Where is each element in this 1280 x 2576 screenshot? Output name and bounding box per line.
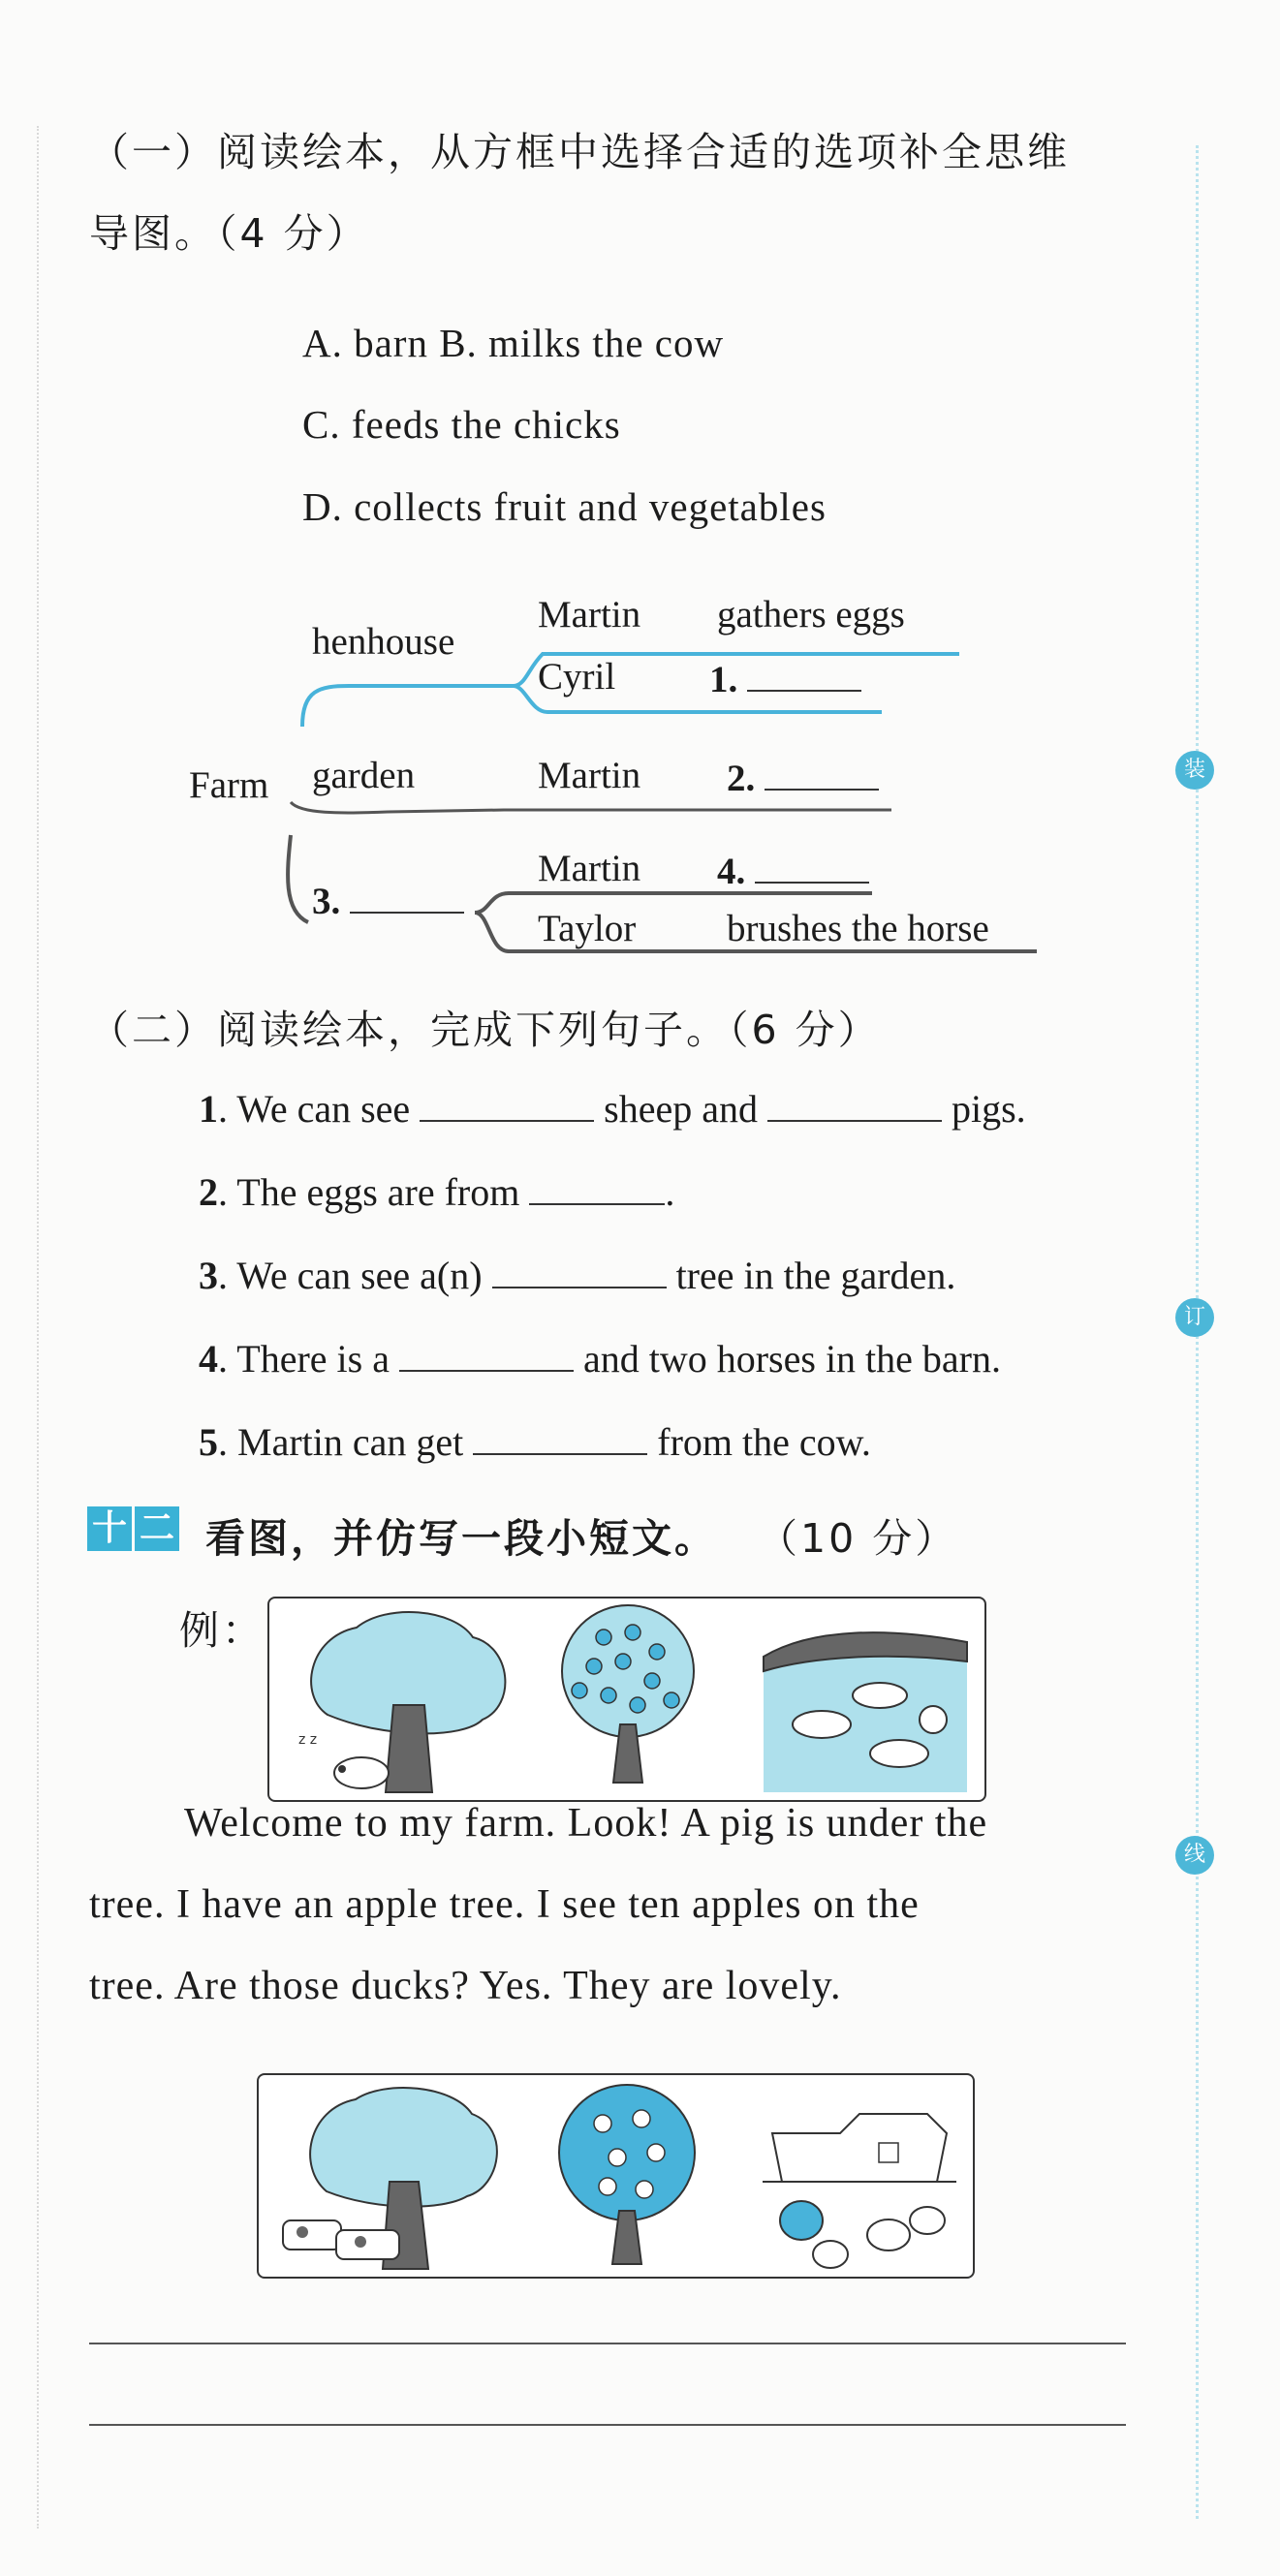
- task-illustrations: [259, 2075, 973, 2277]
- part1-heading-line1: （一）阅读绘本，从方框中选择合适的选项补全思维: [89, 129, 1070, 175]
- mindmap-cyril: Cyril: [538, 656, 616, 698]
- sentence-5-num: 5: [199, 1420, 218, 1464]
- sentence-2: [199, 1168, 674, 1215]
- mindmap-garden: garden: [312, 755, 416, 796]
- passage-line-3: tree. Are those ducks? Yes. They are lovely.: [89, 1964, 842, 2008]
- tree-with-cows-illustration: [283, 2088, 497, 2269]
- tree-with-pig-illustration: [298, 1612, 505, 1792]
- sentence-4-a: . There is a: [218, 1337, 390, 1381]
- sentence-3-a: . We can see a(n): [218, 1254, 483, 1297]
- chickens-and-house-illustration: [763, 2114, 956, 2268]
- sentence-5-blank[interactable]: [473, 1418, 647, 1455]
- sentence-2-num: 2: [199, 1170, 218, 1214]
- blank-2[interactable]: [765, 754, 879, 791]
- mindmap-num-2: 2.: [727, 758, 756, 799]
- sentence-3-blank[interactable]: [492, 1252, 667, 1288]
- left-margin-dots: [37, 126, 39, 2529]
- mindmap-gathers-eggs: gathers eggs: [717, 594, 905, 636]
- task-picture-box: [257, 2073, 975, 2279]
- mindmap-martin-1: Martin: [538, 594, 641, 636]
- sentence-3: [199, 1252, 955, 1298]
- section-12-title: 看图，并仿写一段小短文。: [205, 1515, 717, 1562]
- part1-heading-line2: 导图。（4 分）: [89, 210, 369, 257]
- sentence-2-blank[interactable]: [529, 1168, 665, 1205]
- mindmap-henhouse: henhouse: [312, 621, 455, 663]
- sentence-3-c: tree in the garden.: [675, 1254, 956, 1297]
- option-line-d: D. collects fruit and vegetables: [302, 484, 827, 529]
- mindmap-farm: Farm: [189, 764, 269, 806]
- part2-heading: （二）阅读绘本，完成下列句子。（6 分）: [89, 1007, 881, 1053]
- sentence-4-blank[interactable]: [399, 1335, 574, 1372]
- sentence-1-c: pigs.: [952, 1087, 1026, 1131]
- sentence-1: [199, 1085, 1026, 1132]
- writing-line-2[interactable]: [89, 2424, 1126, 2426]
- example-illustrations: [269, 1598, 984, 1800]
- sentence-4-c: and two horses in the barn.: [582, 1337, 1001, 1381]
- section-12-score: （10 分）: [758, 1515, 958, 1562]
- mindmap-garden-branch: [291, 802, 891, 813]
- mindmap-martin-2: Martin: [538, 755, 641, 796]
- sentence-3-num: 3: [199, 1254, 218, 1297]
- sentence-4: [199, 1335, 1001, 1381]
- sentence-1-b: sheep and: [604, 1087, 758, 1131]
- mindmap-blank-3[interactable]: [312, 877, 464, 923]
- sentence-1-num: 1: [199, 1087, 218, 1131]
- section-12-badge: [87, 1506, 182, 1555]
- sentence-1-a: . We can see: [218, 1087, 411, 1131]
- mindmap-num-4: 4.: [717, 851, 746, 892]
- option-line-ab: A. barn B. milks the cow: [302, 321, 725, 365]
- passage-line-2: tree. I have an apple tree. I see ten apples on the: [89, 1882, 920, 1927]
- badge-char-2: 二: [135, 1506, 179, 1551]
- mindmap-blank-2[interactable]: [727, 754, 879, 800]
- pond-with-ducks-illustration: [764, 1632, 967, 1792]
- sentence-2-a: . The eggs are from: [218, 1170, 520, 1214]
- mindmap-blank-4[interactable]: [717, 847, 869, 893]
- sentence-4-num: 4: [199, 1337, 218, 1381]
- example-label: 例：: [179, 1607, 265, 1654]
- passage-line-1: Welcome to my farm. Look! A pig is under the: [184, 1801, 988, 1846]
- sentence-2-c: .: [665, 1170, 675, 1214]
- mindmap-taylor: Taylor: [538, 908, 637, 949]
- apple-tree-task-illustration: [559, 2085, 695, 2264]
- option-line-c: C. feeds the chicks: [302, 402, 621, 447]
- mindmap-blank-1[interactable]: [709, 655, 861, 701]
- binding-seal-2: 订: [1175, 1298, 1214, 1337]
- sentence-1-blank-b[interactable]: [767, 1085, 942, 1122]
- mindmap-martin-3: Martin: [538, 848, 641, 889]
- example-picture-box: [267, 1597, 986, 1802]
- sentence-5-c: from the cow.: [657, 1420, 871, 1464]
- apple-tree-illustration: [562, 1605, 694, 1783]
- binding-seal-1: 装: [1175, 751, 1214, 790]
- blank-3[interactable]: [350, 877, 464, 914]
- mindmap-num-1: 1.: [709, 659, 738, 700]
- mindmap-num-3: 3.: [312, 881, 341, 922]
- sentence-5-a: . Martin can get: [218, 1420, 464, 1464]
- mindmap-brushes-horse: brushes the horse: [727, 908, 989, 949]
- svg-text:z z: z z: [298, 1732, 318, 1748]
- sentence-5: [199, 1418, 871, 1465]
- writing-line-1[interactable]: [89, 2343, 1126, 2344]
- blank-1[interactable]: [747, 655, 861, 692]
- badge-char-1: 十: [87, 1506, 132, 1551]
- binding-seal-3: 线: [1175, 1836, 1214, 1875]
- sentence-1-blank-a[interactable]: [420, 1085, 594, 1122]
- blank-4[interactable]: [755, 847, 869, 884]
